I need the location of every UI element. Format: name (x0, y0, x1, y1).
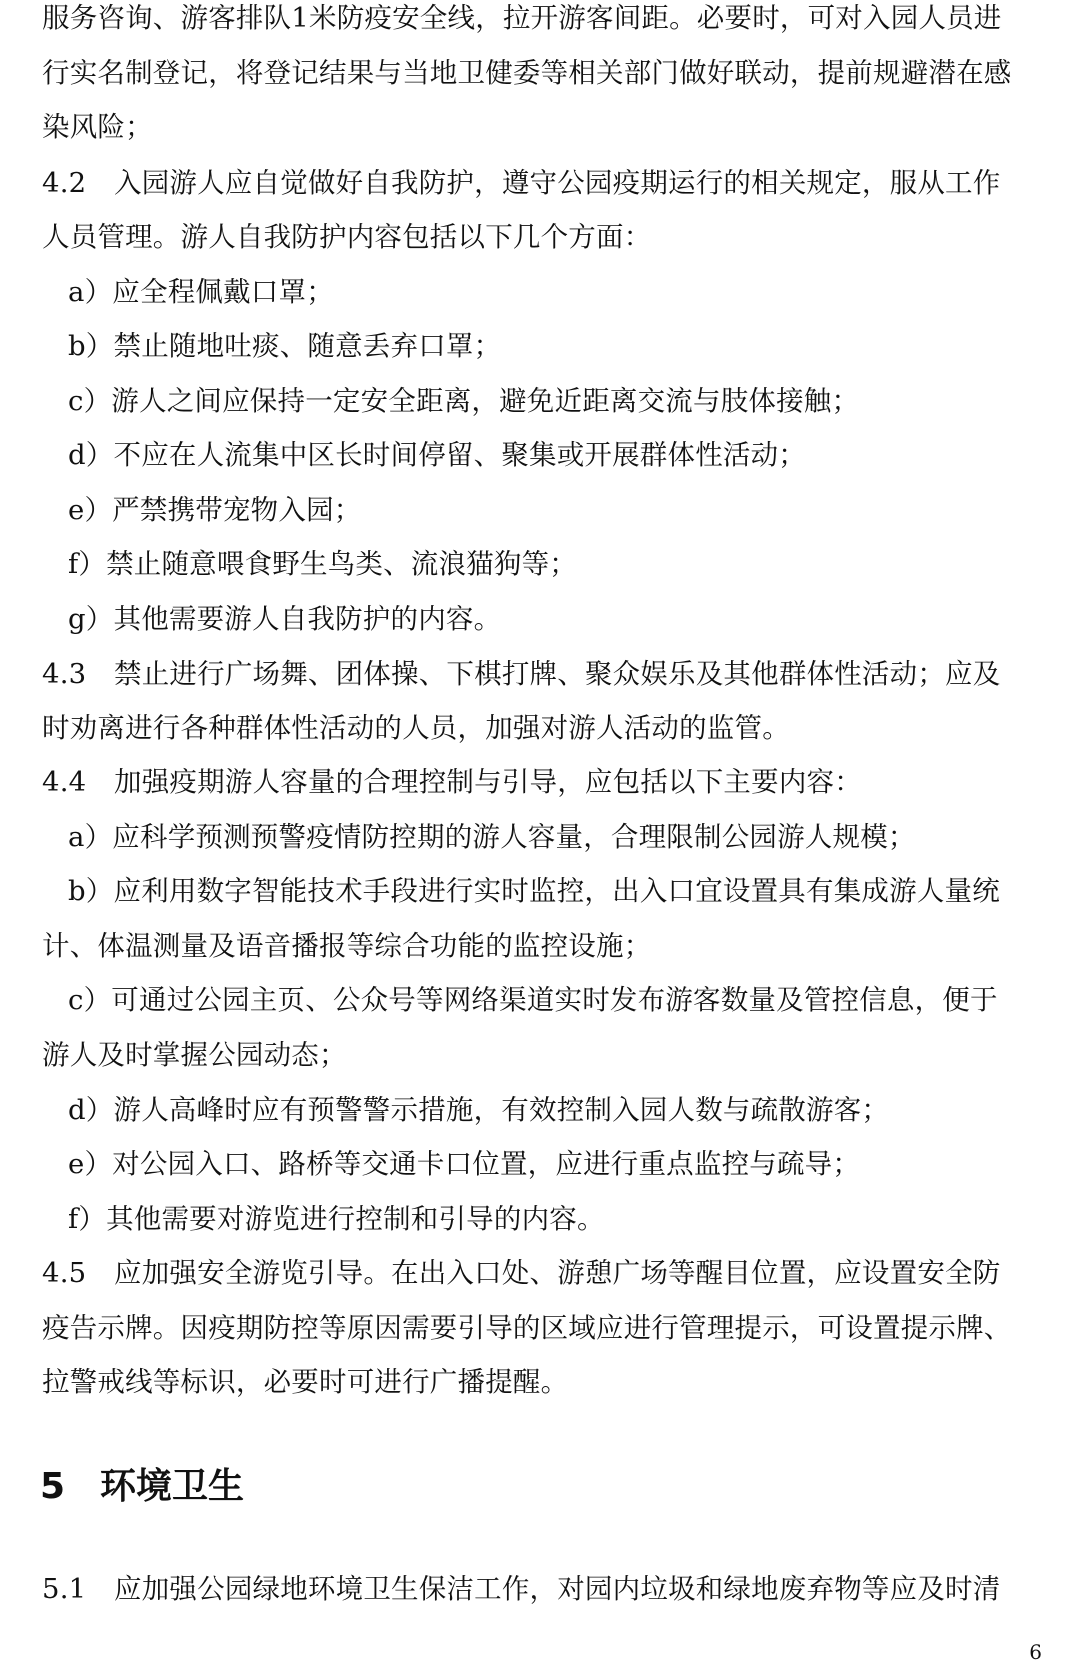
clause-4-4-line: 4.4 加强疫期游人容量的合理控制与引导，应包括以下主要内容： (42, 766, 862, 798)
paragraph-line: 计、体温测量及语音播报等综合功能的监控设施； (42, 930, 652, 962)
paragraph-line: 行实名制登记，将登记结果与当地卫健委等相关部门做好联动，提前规避潜在感 (42, 57, 1012, 89)
section-title: 环境卫生 (100, 1466, 245, 1507)
clause-4-2-line: 4.2 入园游人应自觉做好自我防护，遵守公园疫期运行的相关规定，服从工作 (42, 167, 1001, 199)
page-number: 6 (1029, 1640, 1042, 1664)
paragraph-line: 染风险； (42, 111, 153, 143)
list-item: f）禁止随意喂食野生鸟类、流浪猫狗等； (68, 548, 577, 580)
paragraph-line: 游人及时掌握公园动态； (42, 1039, 347, 1071)
clause-4-5-line: 4.5 应加强安全游览引导。在出入口处、游憩广场等醒目位置，应设置安全防 (42, 1257, 1001, 1289)
section-heading (40, 1463, 244, 1511)
list-item: f）其他需要对游览进行控制和引导的内容。 (68, 1203, 605, 1235)
list-item: e）严禁携带宠物入园； (68, 494, 362, 526)
list-item: b）应利用数字智能技术手段进行实时监控，出入口宜设置具有集成游人量统 (68, 875, 1000, 907)
paragraph-line: 服务咨询、游客排队1米防疫安全线，拉开游客间距。必要时，可对入园人员进 (42, 2, 1002, 34)
paragraph-line: 人员管理。游人自我防护内容包括以下几个方面： (42, 221, 652, 253)
list-item: d）不应在人流集中区长时间停留、聚集或开展群体性活动； (68, 439, 807, 471)
list-item: g）其他需要游人自我防护的内容。 (68, 603, 502, 635)
clause-4-3-line: 4.3 禁止进行广场舞、团体操、下棋打牌、聚众娱乐及其他群体性活动；应及 (42, 658, 1001, 690)
list-item: a）应科学预测预警疫情防控期的游人容量，合理限制公园游人规模； (68, 821, 916, 853)
list-item: c）可通过公园主页、公众号等网络渠道实时发布游客数量及管控信息，便于 (68, 984, 998, 1016)
list-item: c）游人之间应保持一定安全距离，避免近距离交流与肢体接触； (68, 385, 860, 417)
list-item: e）对公园入口、路桥等交通卡口位置，应进行重点监控与疏导； (68, 1148, 861, 1180)
clause-5-1-line: 5.1 应加强公园绿地环境卫生保洁工作，对园内垃圾和绿地废弃物等应及时清 (42, 1573, 1001, 1605)
paragraph-line: 疫告示牌。因疫期防控等原因需要引导的区域应进行管理提示，可设置提示牌、 (42, 1312, 1012, 1344)
paragraph-line: 时劝离进行各种群体性活动的人员，加强对游人活动的监管。 (42, 712, 790, 744)
list-item: a）应全程佩戴口罩； (68, 276, 334, 308)
list-item: d）游人高峰时应有预警警示措施，有效控制入园人数与疏散游客； (68, 1094, 890, 1126)
paragraph-line: 拉警戒线等标识，必要时可进行广播提醒。 (42, 1366, 569, 1398)
list-item: b）禁止随地吐痰、随意丢弃口罩； (68, 330, 502, 362)
section-number: 5 (40, 1466, 66, 1507)
